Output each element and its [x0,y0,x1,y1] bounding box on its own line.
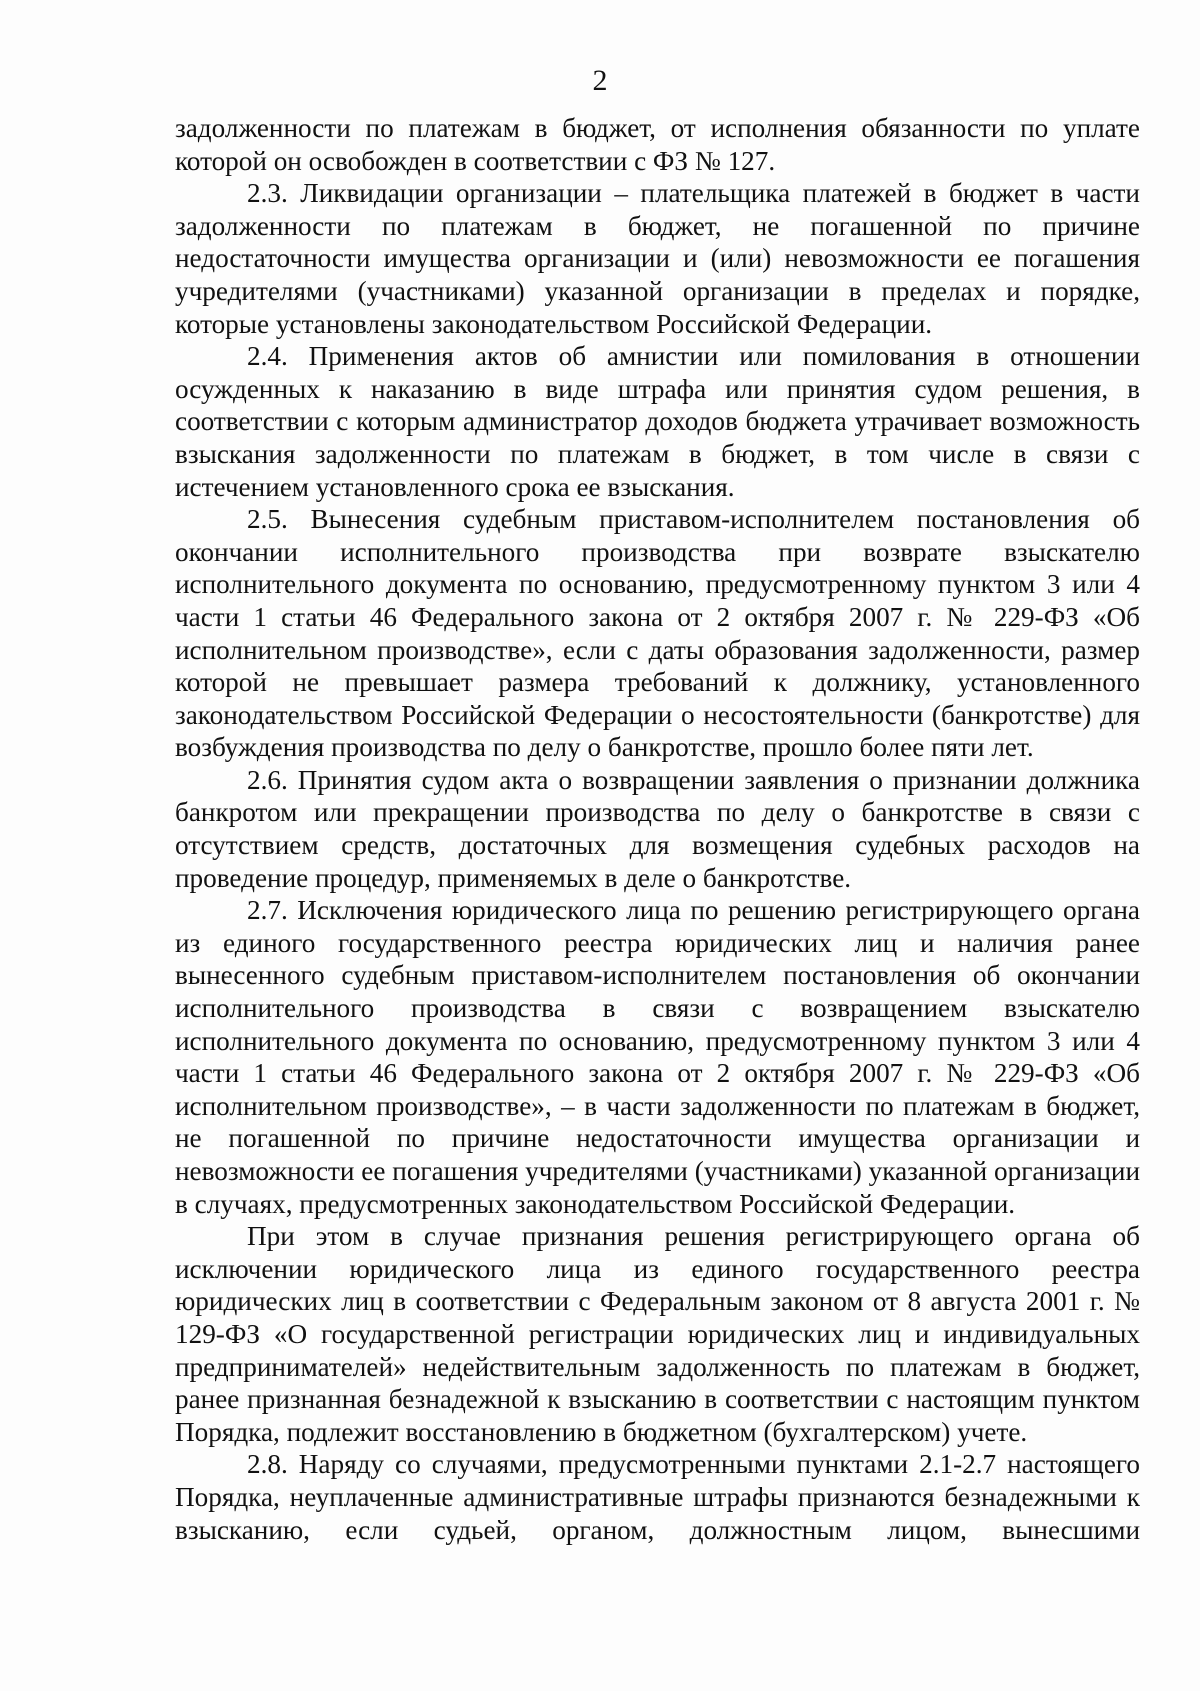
paragraph-item-2-6: 2.6. Принятия судом акта о возвращении заявления о признании должника банкротом или прекращении производства по делу о банкротстве в связи с отсутствием средств, достаточных для возмещения судебных расходов на проведение процедур, применяемых в деле о банкротстве. [175,764,1140,893]
paragraph-item-2-7-note: При этом в случае признания решения регистрирующего органа об исключении юридического лица из единого государственного реестра юридических лиц в соответствии с Федеральным законом от 8 августа 2001 г. № 129-ФЗ «О государственной регистрации юридических лиц и индивидуальных предпринимателей» недействительным задолженность по платежам в бюджет, ранее признанная безнадежной к взысканию в соответствии с настоящим пунктом Порядка, подлежит восстановлению в бюджетном (бухгалтерском) учете. [175,1221,1140,1447]
paragraph-item-2-5: 2.5. Вынесения судебным приставом-исполнителем постановления об окончании исполнительного производства при возврате взыскателю исполнительного документа по основанию, предусмотренному пунктом 3 или 4 части 1 статьи 46 Федерального закона от 2 октября 2007 г. № 229-ФЗ «Об исполнительном производстве», если с даты образования задолженности, размер которой не превышает размера требований к должнику, установленного законодательством Российской Федерации о несостоятельности (банкротстве) для возбуждения производства по делу о банкротстве, прошло более пяти лет. [175,504,1140,763]
paragraph-continuation: задолженности по платежам в бюджет, от исполнения обязанности по уплате которой он освобожден в соответствии с ФЗ № 127. [175,113,1140,176]
paragraph-item-2-4: 2.4. Применения актов об амнистии или помилования в отношении осужденных к наказанию в виде штрафа или принятия судом решения, в соответствии с которым администратор доходов бюджета утрачивает возможность взыскания задолженности по платежам в бюджет, в том числе в связи с истечением установленного срока ее взыскания. [175,341,1140,502]
paragraph-item-2-8: 2.8. Наряду со случаями, предусмотренными пунктами 2.1-2.7 настоящего Порядка, неуплаченные административные штрафы признаются безнадежными к взысканию, если судьей, органом, должностным лицом, вынесшими [175,1449,1140,1545]
document-body [175,112,1140,1546]
paragraph-item-2-3: 2.3. Ликвидации организации – плательщика платежей в бюджет в части задолженности по платежам в бюджет, не погашенной по причине недостаточности имущества организации и (или) невозможности ее погашения учредителями (участниками) указанной организации в пределах и порядке, которые установлены законодательством Российской Федерации. [175,178,1140,339]
paragraph-item-2-7: 2.7. Исключения юридического лица по решению регистрирующего органа из единого государственного реестра юридических лиц и наличия ранее вынесенного судебным приставом-исполнителем постановления об окончании исполнительного производства в связи с возвращением взыскателю исполнительного документа по основанию, предусмотренному пунктом 3 или 4 части 1 статьи 46 Федерального закона от 2 октября 2007 г. № 229-ФЗ «Об исполнительном производстве», – в части задолженности по платежам в бюджет, не погашенной по причине недостаточности имущества организации и невозможности ее погашения учредителями (участниками) указанной организации в случаях, предусмотренных законодательством Российской Федерации. [175,895,1140,1219]
page-number: 2 [592,64,608,97]
